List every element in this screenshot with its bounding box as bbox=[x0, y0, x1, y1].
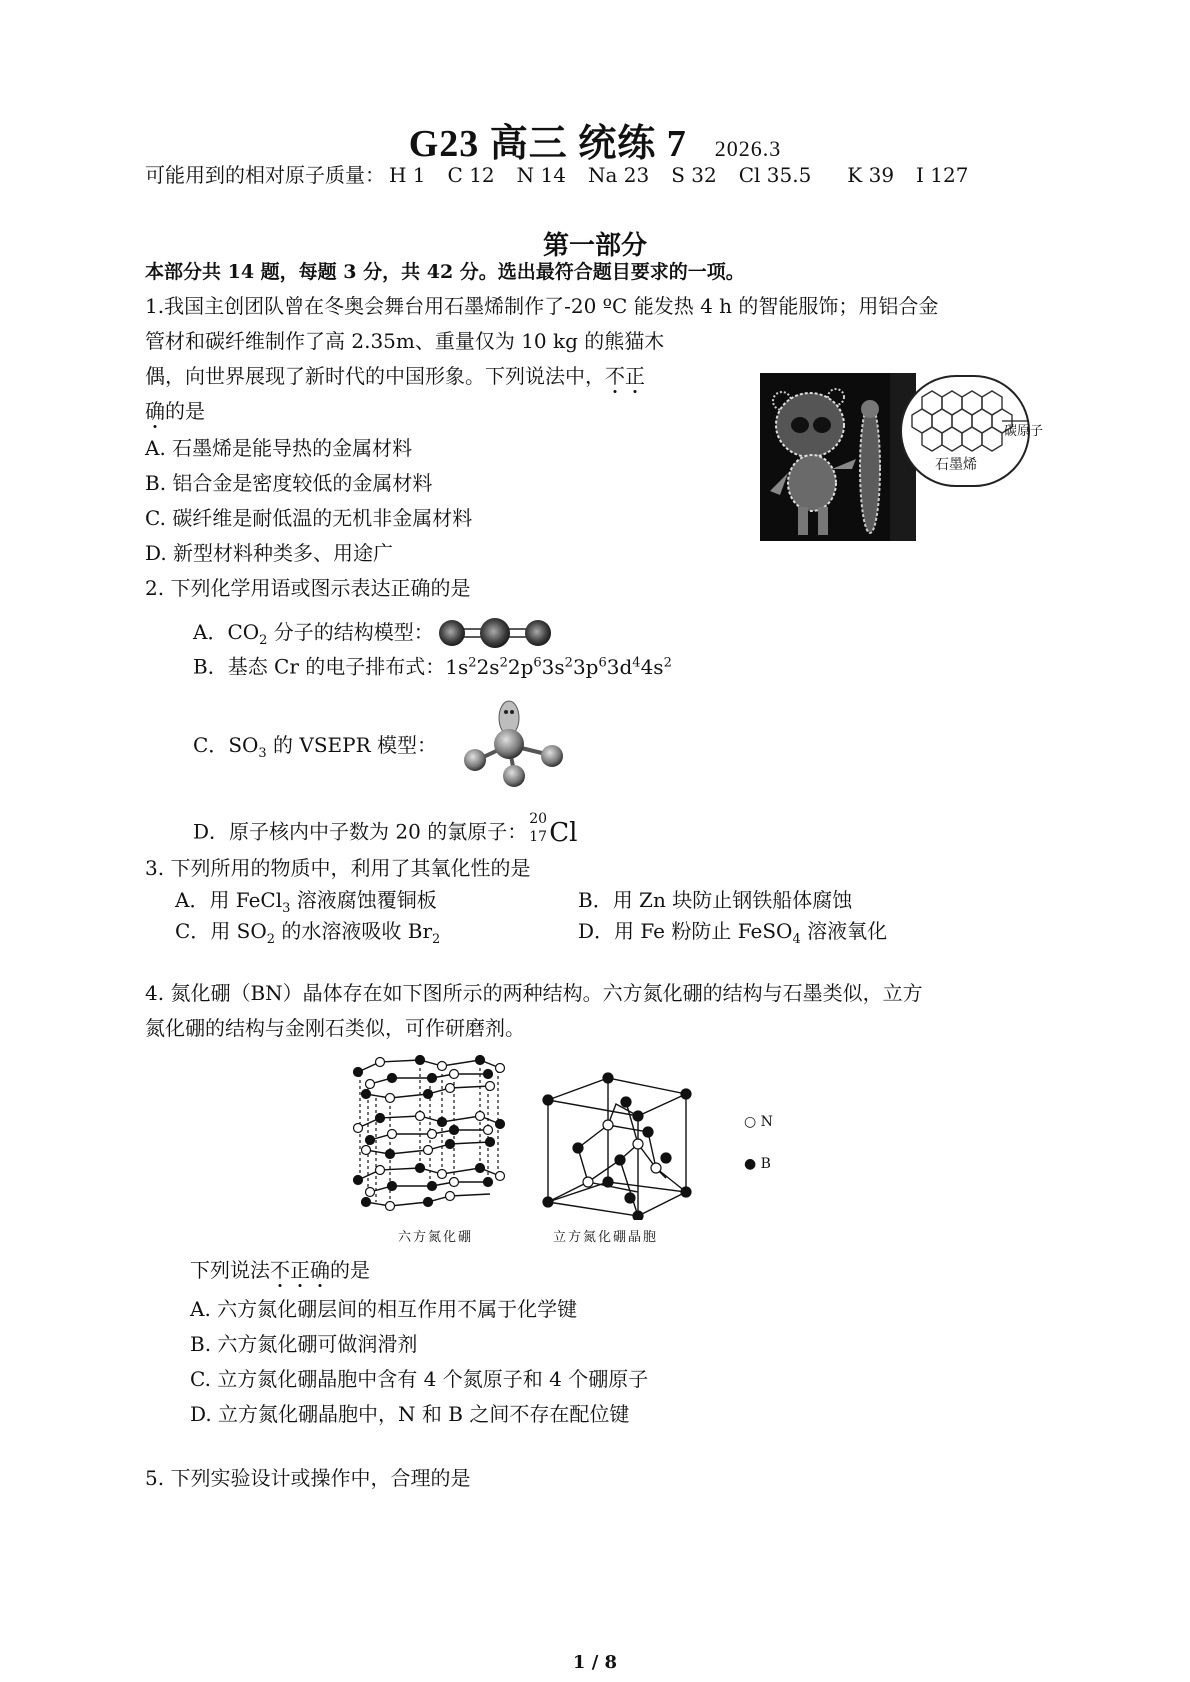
mass-h: H 1 bbox=[389, 163, 426, 187]
q4-option-c[interactable] bbox=[190, 1369, 648, 1389]
option-text: 溶液氧化 bbox=[800, 919, 888, 943]
q1-option-d[interactable] bbox=[145, 543, 393, 563]
option-key: C． bbox=[193, 733, 229, 757]
superscript: 6 bbox=[533, 655, 542, 670]
superscript: 2 bbox=[564, 655, 573, 670]
option-text: 六方氮化硼层间的相互作用不属于化学键 bbox=[217, 1297, 578, 1321]
option-text: 溶液腐蚀覆铜板 bbox=[290, 888, 437, 912]
mass-number: 20 bbox=[529, 811, 548, 827]
option-text: 新型材料种类多、用途广 bbox=[173, 541, 394, 565]
option-key: D． bbox=[578, 919, 615, 943]
option-text: 立方氮化硼晶胞中，N 和 B 之间不存在配位键 bbox=[218, 1402, 630, 1426]
subscript: 2 bbox=[266, 932, 276, 947]
electron-configuration bbox=[445, 655, 672, 679]
legend-boron bbox=[744, 1156, 771, 1172]
q4-emphasis-que: 确 bbox=[310, 1258, 330, 1282]
option-text: 的水溶液吸收 Br bbox=[275, 919, 433, 943]
element-symbol: Cl bbox=[549, 818, 578, 848]
orbital: 3s bbox=[541, 654, 565, 679]
subscript: 3 bbox=[258, 746, 267, 761]
q4-stem-line2: 氮化硼的结构与金刚石类似，可作研磨剂。 bbox=[145, 1016, 525, 1040]
mass-s: S 32 bbox=[671, 163, 717, 187]
q1-option-c[interactable] bbox=[145, 508, 472, 528]
mass-n: N 14 bbox=[516, 163, 566, 187]
option-text: 用 FeCl bbox=[209, 888, 283, 912]
option-text: 石墨烯是能导热的金属材料 bbox=[172, 436, 413, 460]
q2-option-d[interactable] bbox=[193, 811, 578, 848]
q5-stem-text: 下列实验设计或操作中，合理的是 bbox=[170, 1466, 471, 1490]
section-title: 第一部分 bbox=[542, 231, 647, 261]
q4-option-b[interactable] bbox=[190, 1334, 417, 1354]
q2-option-a[interactable] bbox=[193, 622, 434, 647]
orbital: 3p bbox=[572, 654, 599, 679]
q4-emphasis-bu: 不 bbox=[270, 1258, 290, 1282]
carbon-atom-label: 碳原子 bbox=[1004, 424, 1044, 439]
legend-label: N bbox=[760, 1114, 773, 1130]
q4-emphasis-zheng: 正 bbox=[290, 1258, 310, 1282]
section-instructions: 本部分共 14 题，每题 3 分，共 42 分。选出最符合题目要求的一项。 bbox=[145, 261, 745, 283]
legend-label: B bbox=[760, 1156, 771, 1172]
q2-number: 2. bbox=[145, 576, 165, 600]
subscript: 2 bbox=[259, 633, 268, 648]
q1-stem-line3 bbox=[145, 366, 645, 386]
option-key: B． bbox=[578, 888, 613, 912]
filled-circle-icon: ● bbox=[744, 1156, 757, 1172]
option-key: D. bbox=[145, 541, 167, 565]
q1-stem-text: 我国主创团队曾在冬奥会舞台用石墨烯制作了-20 ºC 能发热 4 h 的智能服饰；用铝合金 bbox=[164, 294, 939, 318]
option-key: C． bbox=[175, 919, 211, 943]
option-key: A. bbox=[145, 436, 166, 460]
q1-number: 1. bbox=[145, 294, 165, 318]
orbital: 2p bbox=[507, 654, 534, 679]
q3-stem-text: 下列所用的物质中，利用了其氧化性的是 bbox=[170, 856, 531, 880]
q2-stem bbox=[145, 578, 470, 598]
orbital: 3d bbox=[606, 654, 633, 679]
q5-number: 5. bbox=[145, 1466, 165, 1490]
atomic-masses-line bbox=[145, 165, 990, 185]
orbital: 1s bbox=[445, 654, 469, 679]
option-key: B. bbox=[145, 471, 167, 495]
mass-k: K 39 bbox=[847, 163, 895, 187]
exam-date: 2026.3 bbox=[714, 136, 782, 161]
q2-option-b[interactable] bbox=[193, 656, 672, 677]
cubic-bn-unit-cell-diagram bbox=[540, 1070, 700, 1224]
mass-c: C 12 bbox=[447, 163, 495, 187]
hexagonal-bn-caption: 六方氮化硼 bbox=[398, 1230, 474, 1245]
option-text: 用 Zn 块防止钢铁船体腐蚀 bbox=[612, 888, 853, 912]
option-key: A. bbox=[190, 1297, 211, 1321]
q4-stem-line1 bbox=[145, 983, 923, 1003]
superscript: 4 bbox=[632, 655, 641, 670]
option-key: B． bbox=[193, 654, 228, 679]
option-key: C. bbox=[145, 506, 166, 530]
q4-option-a[interactable] bbox=[190, 1299, 577, 1319]
q4-sub-stem-text: 下列说法 bbox=[190, 1258, 270, 1282]
q2-option-c[interactable] bbox=[193, 735, 437, 760]
q3-number: 3. bbox=[145, 856, 165, 880]
option-text: 用 Fe 粉防止 FeSO bbox=[614, 919, 793, 943]
q4-stem-text: 氮化硼（BN）晶体存在如下图所示的两种结构。六方氮化硼的结构与石墨类似，立方 bbox=[170, 981, 923, 1005]
q4-sub-stem-text: 的是 bbox=[330, 1258, 370, 1282]
option-text: 的 VSEPR 模型： bbox=[266, 733, 438, 757]
subscript: 4 bbox=[792, 932, 801, 947]
subscript: 3 bbox=[282, 901, 291, 916]
open-circle-icon: ○ bbox=[744, 1114, 757, 1130]
option-key: A． bbox=[175, 888, 210, 912]
option-text: 分子的结构模型： bbox=[267, 620, 434, 644]
q3-option-a[interactable] bbox=[175, 890, 437, 915]
superscript: 2 bbox=[663, 655, 672, 670]
superscript: 2 bbox=[468, 655, 477, 670]
q1-emphasis-zheng: 正 bbox=[625, 364, 645, 388]
co2-model-icon bbox=[436, 617, 556, 653]
q5-stem bbox=[145, 1468, 470, 1488]
q3-option-d[interactable] bbox=[578, 921, 887, 946]
option-key: D. bbox=[190, 1402, 212, 1426]
q1-stem-line1 bbox=[145, 296, 938, 316]
isotope-notation bbox=[527, 811, 549, 848]
q4-number: 4. bbox=[145, 981, 165, 1005]
mass-na: Na 23 bbox=[587, 163, 650, 187]
subscript: 2 bbox=[432, 932, 441, 947]
option-text: 基态 Cr 的电子排布式： bbox=[227, 654, 446, 679]
q4-option-d[interactable] bbox=[190, 1404, 629, 1424]
atomic-number: 17 bbox=[529, 829, 548, 845]
atomic-masses-label: 可能用到的相对原子质量： bbox=[145, 163, 385, 187]
legend-nitrogen bbox=[744, 1114, 773, 1130]
q1-stem-line4-text: 的是 bbox=[165, 399, 205, 423]
graphene-label: 石墨烯 bbox=[935, 457, 977, 473]
option-key: C. bbox=[190, 1367, 211, 1391]
q1-stem-line2: 管材和碳纤维制作了高 2.35m、重量仅为 10 kg 的熊猫木 bbox=[145, 329, 665, 353]
option-key: A． bbox=[193, 620, 228, 644]
option-text: SO bbox=[228, 733, 259, 757]
q2-stem-text: 下列化学用语或图示表达正确的是 bbox=[170, 576, 471, 600]
exam-title: G23 高三 统练 7 bbox=[408, 123, 687, 165]
q1-emphasis-que: 确 bbox=[145, 399, 165, 423]
option-text: 用 SO bbox=[210, 919, 267, 943]
option-key: D． bbox=[193, 819, 230, 844]
q1-option-b[interactable] bbox=[145, 473, 432, 493]
page-number: 1 / 8 bbox=[572, 1652, 618, 1673]
cubic-bn-caption: 立方氮化硼晶胞 bbox=[553, 1230, 659, 1245]
q1-option-a[interactable] bbox=[145, 438, 412, 458]
panda-puppet-photo bbox=[760, 373, 916, 541]
option-text: 立方氮化硼晶胞中含有 4 个氮原子和 4 个硼原子 bbox=[217, 1367, 649, 1391]
q1-stem-line3-text: 偶，向世界展现了新时代的中国形象。下列说法中， bbox=[145, 364, 605, 388]
page-title bbox=[0, 112, 1190, 167]
hexagonal-bn-diagram bbox=[350, 1052, 510, 1216]
option-text: 碳纤维是耐低温的无机非金属材料 bbox=[172, 506, 473, 530]
q3-option-c[interactable] bbox=[175, 921, 440, 946]
mass-cl: Cl 35.5 bbox=[738, 163, 812, 187]
orbital: 4s bbox=[640, 654, 664, 679]
option-text: 铝合金是密度较低的金属材料 bbox=[172, 471, 433, 495]
q1-emphasis-bu: 不 bbox=[605, 364, 625, 388]
option-text: 六方氮化硼可做润滑剂 bbox=[217, 1332, 418, 1356]
option-text: CO bbox=[227, 620, 260, 644]
mass-i: I 127 bbox=[916, 163, 969, 187]
q3-option-b[interactable] bbox=[578, 890, 852, 910]
option-key: B. bbox=[190, 1332, 212, 1356]
orbital: 2s bbox=[476, 654, 500, 679]
panda-figure-icon bbox=[760, 373, 916, 541]
q3-stem bbox=[145, 858, 530, 878]
superscript: 2 bbox=[499, 655, 508, 670]
superscript: 6 bbox=[598, 655, 607, 670]
q4-sub-stem bbox=[190, 1260, 370, 1280]
so3-vsepr-model-icon bbox=[462, 700, 572, 794]
q1-stem-line4 bbox=[145, 401, 205, 421]
option-text: 原子核内中子数为 20 的氯原子： bbox=[229, 819, 528, 844]
